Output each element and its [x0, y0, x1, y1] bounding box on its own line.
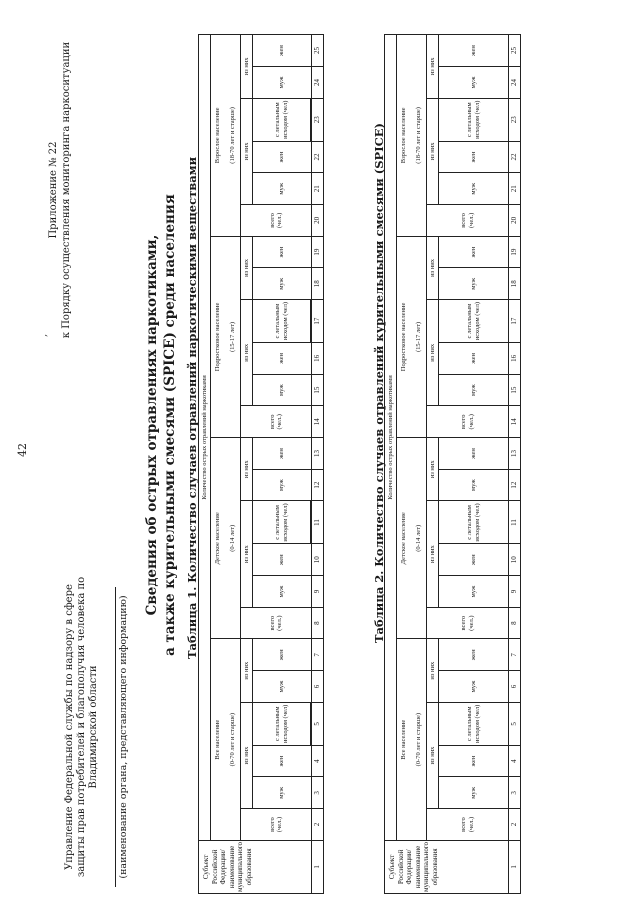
header-total: всего (чел.)	[241, 406, 312, 438]
header-of-them: из них	[427, 35, 439, 99]
header-male: муж	[253, 67, 312, 99]
header-fatal: с летальным исходом (чел)	[439, 98, 509, 141]
header-total: всего (чел.)	[241, 607, 312, 639]
header-male: муж	[253, 469, 312, 501]
header-female: жен	[253, 141, 312, 173]
column-number-row	[312, 35, 324, 894]
col-num: 24	[509, 67, 521, 99]
col-num: 6	[312, 671, 324, 703]
header-female: жен	[253, 544, 312, 576]
header-of-them: из них	[427, 702, 439, 808]
col-num: 8	[509, 607, 521, 639]
organization-name: Управление Федеральной службы по надзору в сфере защиты прав потребителей и благополучия человека по Владимирской области	[64, 576, 99, 878]
organization-underline	[115, 587, 116, 887]
col-num: 2	[312, 809, 324, 841]
appendix-number: Приложение № 22	[48, 141, 59, 239]
col-num: 1	[509, 840, 521, 893]
header-total: всего (чел.)	[427, 406, 509, 438]
header-male: муж	[253, 268, 312, 300]
header-male: муж	[439, 777, 509, 809]
col-num: 16	[509, 343, 521, 375]
header-male: муж	[253, 374, 312, 406]
header-female: жен	[439, 639, 509, 671]
group-teen-name: Подростковое население (15-17 лет)	[397, 236, 427, 437]
header-female: жен	[439, 544, 509, 576]
header-female: жен	[439, 438, 509, 470]
col-num: 22	[312, 141, 324, 173]
col-num: 15	[312, 374, 324, 406]
col-num: 1	[312, 840, 324, 893]
header-total: всего (чел.)	[427, 205, 509, 237]
header-total: всего (чел.)	[427, 607, 509, 639]
header-of-them: из них	[427, 501, 439, 607]
header-count-title: Количество острых отравлений наркотиками	[385, 35, 397, 841]
header-of-them: из них	[241, 639, 253, 702]
header-fatal: с летальным исходом (чел)	[439, 501, 509, 544]
header-fatal: с летальным исходом (чел)	[439, 300, 509, 343]
header-female: жен	[253, 343, 312, 375]
header-female: жен	[439, 141, 509, 173]
header-female: жен	[439, 745, 509, 777]
header-female: жен	[439, 35, 509, 67]
col-num: 21	[312, 173, 324, 205]
header-of-them: из них	[241, 236, 253, 299]
col-num: 23	[312, 98, 324, 141]
organization-caption: (наименование органа, представляющего информацию)	[118, 595, 129, 879]
header-of-them: из них	[241, 35, 253, 99]
appendix-note	[47, 30, 73, 350]
col-num: 3	[312, 777, 324, 809]
col-num: 13	[312, 438, 324, 470]
group-children-name: Детское население (0-14 лет)	[211, 438, 241, 639]
col-num: 3	[509, 777, 521, 809]
header-fatal: с летальным исходом (чел)	[253, 300, 311, 343]
group-teen-name: Подростковое население (15-17 лет)	[211, 236, 241, 437]
header-male: муж	[253, 671, 312, 703]
report-title	[143, 145, 179, 705]
col-num: 22	[509, 141, 521, 173]
header-male: муж	[439, 67, 509, 99]
header-of-them: из них	[427, 438, 439, 501]
col-num: 25	[312, 35, 324, 67]
col-num: 7	[509, 639, 521, 671]
col-num: 12	[509, 469, 521, 501]
header-male: муж	[439, 671, 509, 703]
header-fatal: с летальным исходом (чел)	[439, 702, 509, 745]
header-male: муж	[253, 777, 312, 809]
table1	[198, 34, 324, 894]
table1-caption: Таблица 1. Количество случаев отравлений наркотическими веществами	[185, 156, 199, 659]
group-all-name: Все население (0-70 лет и старше)	[397, 639, 427, 840]
header-of-them: из них	[241, 300, 253, 406]
group-children-name: Детское население (0-14 лет)	[397, 438, 427, 639]
col-num: 21	[509, 173, 521, 205]
col-num: 8	[312, 607, 324, 639]
col-num: 19	[312, 236, 324, 268]
col-num: 4	[509, 745, 521, 777]
header-fatal: с летальным исходом (чел)	[253, 98, 311, 141]
header-of-them: из них	[427, 236, 439, 299]
col-num: 25	[509, 35, 521, 67]
column-number-row	[509, 35, 521, 894]
col-num: 5	[312, 702, 324, 745]
col-num: 12	[312, 469, 324, 501]
header-subject: Субъект Российской Федерации/ наименование муниципального образования	[385, 840, 509, 893]
col-num: 11	[312, 501, 324, 544]
col-num: 6	[509, 671, 521, 703]
report-title-line2: а также курительными смесями (SPICE) среди населения	[162, 194, 178, 656]
col-num: 19	[509, 236, 521, 268]
col-num: 17	[509, 300, 521, 343]
header-fatal: с летальным исходом (чел)	[253, 702, 311, 745]
col-num: 14	[312, 406, 324, 438]
col-num: 20	[312, 205, 324, 237]
group-all-name: Все население (0-70 лет и старше)	[211, 639, 241, 840]
header-of-them: из них	[241, 98, 253, 204]
table2	[384, 34, 521, 894]
header-female: жен	[253, 35, 312, 67]
stray-mark: ,	[38, 333, 49, 337]
header-of-them: из них	[241, 501, 253, 607]
header-female: жен	[253, 438, 312, 470]
header-count-title: Количество острых отравлений наркотиками	[199, 35, 211, 841]
header-of-them: из них	[241, 438, 253, 501]
group-adult-name: Взрослое население (18-70 лет и старше)	[397, 35, 427, 237]
header-fatal: с летальным исходом (чел)	[253, 501, 311, 544]
header-male: муж	[439, 268, 509, 300]
page-number: 42	[16, 443, 29, 457]
col-num: 13	[509, 438, 521, 470]
header-male: муж	[439, 374, 509, 406]
header-of-them: из них	[427, 639, 439, 702]
col-num: 16	[312, 343, 324, 375]
header-total: всего (чел.)	[241, 205, 312, 237]
header-female: жен	[253, 236, 312, 268]
header-female: жен	[439, 343, 509, 375]
col-num: 10	[509, 544, 521, 576]
col-num: 4	[312, 745, 324, 777]
col-num: 15	[509, 374, 521, 406]
table2-caption: Таблица 2. Количество случаев отравлений курительными смесями (SPICE)	[372, 123, 386, 643]
header-subject: Субъект Российской Федерации/ наименование муниципального образования	[199, 840, 312, 893]
report-title-line1: Сведения об острых отравлениях наркотиками,	[144, 234, 160, 616]
col-num: 18	[509, 268, 521, 300]
col-num: 5	[509, 702, 521, 745]
header-of-them: из них	[427, 98, 439, 204]
header-female: жен	[253, 745, 312, 777]
header-male: муж	[439, 576, 509, 608]
header-female: жен	[439, 236, 509, 268]
col-num: 9	[312, 576, 324, 608]
header-of-them: из них	[427, 300, 439, 406]
header-male: муж	[253, 576, 312, 608]
col-num: 7	[312, 639, 324, 671]
header-of-them: из них	[241, 702, 253, 808]
header-male: муж	[253, 173, 312, 205]
group-adult-name: Взрослое население (18-70 лет и старше)	[211, 35, 241, 237]
col-num: 9	[509, 576, 521, 608]
header-total: всего (чел.)	[427, 809, 509, 841]
col-num: 14	[509, 406, 521, 438]
col-num: 17	[312, 300, 324, 343]
header-male: муж	[439, 173, 509, 205]
header-female: жен	[253, 639, 312, 671]
col-num: 10	[312, 544, 324, 576]
col-num: 2	[509, 809, 521, 841]
col-num: 20	[509, 205, 521, 237]
col-num: 23	[509, 98, 521, 141]
col-num: 11	[509, 501, 521, 544]
header-total: всего (чел.)	[241, 809, 312, 841]
header-male: муж	[439, 469, 509, 501]
col-num: 18	[312, 268, 324, 300]
appendix-reference: к Порядку осуществления мониторинга наркоситуации	[61, 41, 72, 339]
col-num: 24	[312, 67, 324, 99]
